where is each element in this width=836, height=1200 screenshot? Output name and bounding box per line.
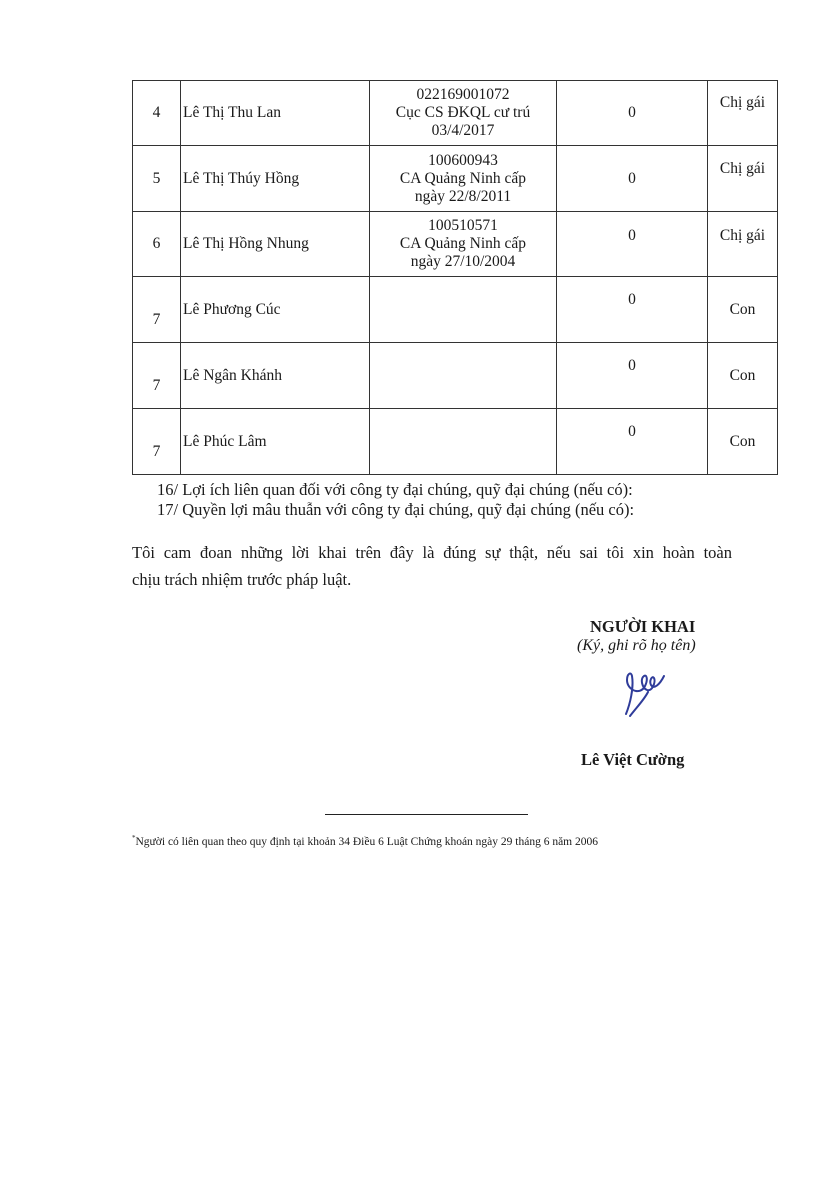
- person-name: Lê Phúc Lâm: [181, 409, 370, 475]
- id-document: [370, 81, 557, 146]
- declarant-name: Lê Việt Cường: [581, 750, 685, 769]
- person-name: Lê Phương Cúc: [181, 277, 370, 343]
- shares-owned: 0: [557, 146, 708, 212]
- relationship: Con: [708, 343, 778, 409]
- id-number: 100600943: [428, 151, 498, 169]
- id-document: [370, 146, 557, 212]
- person-name: Lê Thị Thu Lan: [181, 81, 370, 146]
- table-row: [133, 81, 778, 146]
- relationship: Con: [708, 277, 778, 343]
- row-number: 7: [133, 409, 181, 475]
- id-document: [370, 343, 557, 409]
- id-issuer: CA Quảng Ninh cấp: [399, 235, 527, 252]
- table-row: [133, 343, 778, 409]
- id-issuer: Cục CS ĐKQL cư trú: [395, 104, 531, 121]
- shares-owned: 0: [557, 212, 708, 277]
- row-number: 7: [133, 343, 181, 409]
- declaration-paragraph: [132, 539, 732, 593]
- id-document: [370, 212, 557, 277]
- table-row: [133, 212, 778, 277]
- person-name: Lê Thị Hồng Nhung: [181, 212, 370, 277]
- relationship: Con: [708, 409, 778, 475]
- related-persons-table: [132, 80, 778, 475]
- declaration-line-1: Tôi cam đoan những lời khai trên đây là đúng sự thật, nếu sai tôi xin hoàn toàn: [132, 543, 732, 562]
- item-16-related-interests: 16/ Lợi ích liên quan đối với công ty đại chúng, quỹ đại chúng (nếu có):: [157, 480, 633, 499]
- relationship: Chị gái: [708, 81, 778, 146]
- id-issue-date: 03/4/2017: [431, 122, 495, 139]
- row-number: 6: [133, 212, 181, 277]
- person-name: Lê Thị Thúy Hồng: [181, 146, 370, 212]
- relationship: Chị gái: [708, 212, 778, 277]
- id-issue-date: ngày 27/10/2004: [410, 253, 516, 270]
- shares-owned: 0: [557, 343, 708, 409]
- footnote-marker: *: [132, 834, 136, 842]
- declaration-line-2: chịu trách nhiệm trước pháp luật.: [132, 570, 352, 589]
- table-row: [133, 146, 778, 212]
- id-document: [370, 409, 557, 475]
- row-number: 4: [133, 81, 181, 146]
- table-row: [133, 409, 778, 475]
- shares-owned: 0: [557, 277, 708, 343]
- relationship: Chị gái: [708, 146, 778, 212]
- row-number: 5: [133, 146, 181, 212]
- declarant-title: NGƯỜI KHAI: [590, 617, 696, 636]
- id-number: 100510571: [428, 217, 498, 234]
- handwritten-signature: [618, 668, 668, 720]
- footnote: [132, 834, 598, 848]
- item-17-conflicting-interests: 17/ Quyền lợi mâu thuẫn với công ty đại chúng, quỹ đại chúng (nếu có):: [157, 500, 635, 519]
- signature-instruction: (Ký, ghi rõ họ tên): [577, 637, 696, 654]
- footnote-text: Người có liên quan theo quy định tại khoản 34 Điều 6 Luật Chứng khoán ngày 29 tháng 6 năm 2006: [135, 835, 598, 848]
- id-issue-date: ngày 22/8/2011: [414, 187, 512, 205]
- row-number: 7: [133, 277, 181, 343]
- shares-owned: 0: [557, 409, 708, 475]
- person-name: Lê Ngân Khánh: [181, 343, 370, 409]
- table-row: [133, 277, 778, 343]
- footnote-separator: [325, 814, 528, 815]
- id-document: [370, 277, 557, 343]
- shares-owned: 0: [557, 81, 708, 146]
- id-issuer: CA Quảng Ninh cấp: [399, 169, 527, 187]
- id-number: 022169001072: [416, 86, 510, 103]
